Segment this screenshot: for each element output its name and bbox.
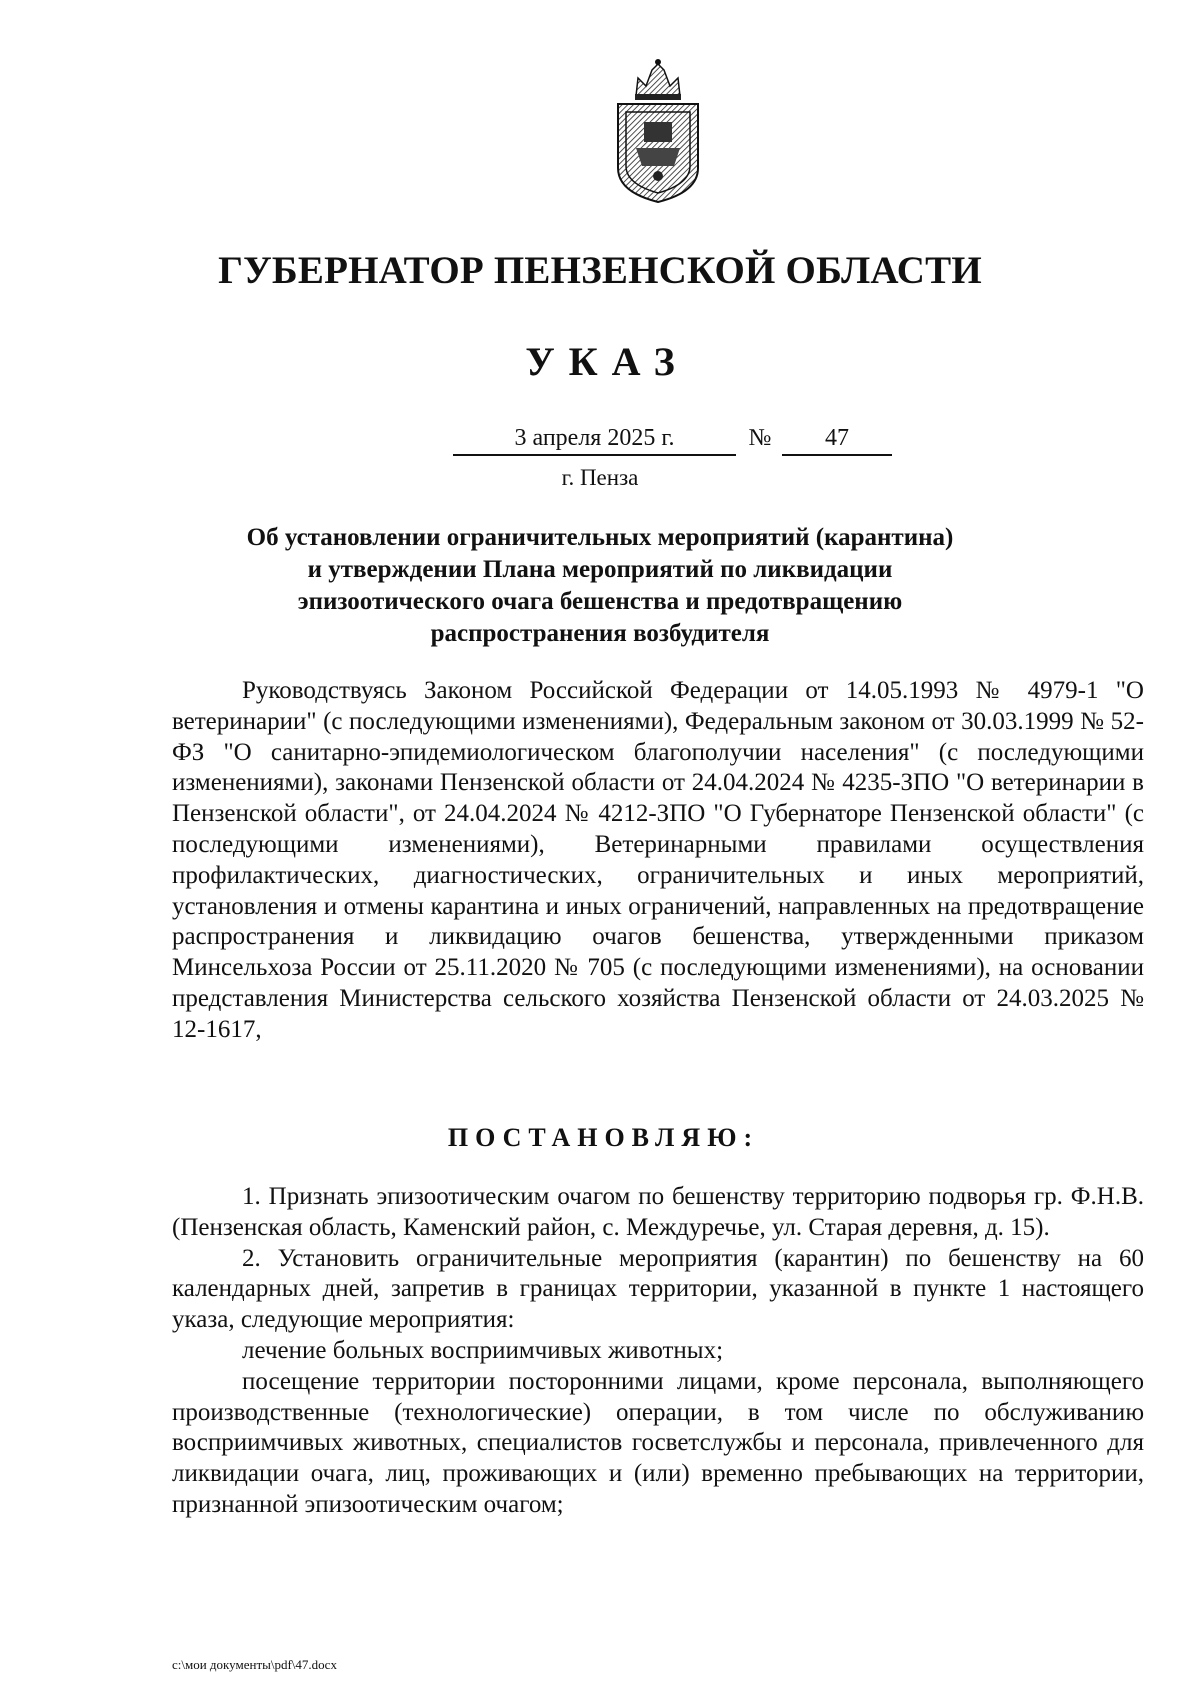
document-date: 3 апреля 2025 г. — [453, 424, 736, 456]
number-sign: № — [748, 425, 772, 451]
coat-of-arms-icon — [608, 56, 708, 206]
title-line: эпизоотического очага бешенства и предотвращению — [297, 588, 903, 615]
title-line: распространения возбудителя — [430, 620, 770, 647]
clauses — [172, 1182, 1144, 1521]
clause-paragraph: 2. Установить ограничительные мероприятия (карантин) по бешенству на 60 календарных дней, запретив в границах территории, указанной в пункте 1 настоящего указа, следующие мероприятия: — [172, 1244, 1144, 1334]
file-path-footer: c:\мои документы\pdf\47.docx — [172, 1657, 337, 1672]
preamble — [172, 676, 1144, 1046]
preamble-paragraph: Руководствуясь Законом Российской Федерации от 14.05.1993 № 4979-1 "О ветеринарии" (с последующими изменениями), Федеральным законом от 30.03.1999 № 52-ФЗ "О санитарно-эпидемиологическом благополучии населения" (с последующими изменениями), законами Пензенской области от 24.04.2024 № 4235-ЗПО "О ветеринарии в Пензенской области", от 24.04.2024 № 4212-ЗПО "О Губернаторе Пензенской области" (с последующими изменениями), Ветеринарными правилами осуществления профилактических, диагностических, ограничительных и иных мероприятий, установления и отмены карантина и иных ограничений, направленных на предотвращение распространения и ликвидацию очагов бешенства, утвержденными приказом Минсельхоза России от 25.11.2020 № 705 (с последующими изменениями), на основании представления Министерства сельского хозяйства Пензенской области от 24.03.2025 № 12-1617, — [172, 677, 1144, 1043]
clause-paragraph: посещение территории посторонними лицами, кроме персонала, выполняющего производственные (технологические) операции, в том числе по обслуживанию восприимчивых животных, специалистов госветслужбы и персонала, привлеченного для ликвидации очага, лиц, проживающих и (или) временно пребывающих на территории, признанной эпизоотическим очагом; — [172, 1367, 1144, 1518]
title-line: и утверждении Плана мероприятий по ликвидации — [307, 556, 893, 583]
issuing-authority: ГУБЕРНАТОР ПЕНЗЕНСКОЙ ОБЛАСТИ — [218, 249, 982, 292]
clause-paragraph: 1. Признать эпизоотическим очагом по бешенству территорию подворья гр. Ф.Н.В. (Пензенская область, Каменский район, с. Междуречье, ул. Старая деревня, д. 15). — [172, 1183, 1144, 1241]
document-number: 47 — [782, 424, 892, 456]
decree-heading: ПОСТАНОВЛЯЮ: — [447, 1123, 760, 1152]
document-title — [200, 522, 1000, 650]
document-type: УКАЗ — [525, 339, 689, 384]
issue-city: г. Пенза — [561, 465, 639, 490]
title-line: Об установлении ограничительных мероприятий (карантина) — [246, 524, 954, 551]
clause-paragraph: лечение больных восприимчивых животных; — [242, 1336, 724, 1364]
